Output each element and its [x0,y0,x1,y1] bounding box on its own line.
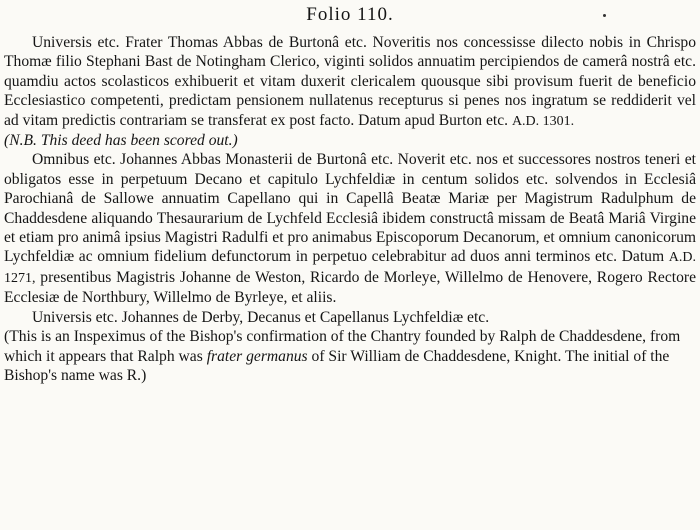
deed-3-note-italic: frater germanus [206,347,308,365]
document-page [4,4,696,385]
deed-3-text: Universis etc. Johannes de Derby, Decanus et Capellanus Lychfeldiæ etc. [32,308,490,326]
deed-3-note-b: of Sir William de Chaddesdene, Knight. The initial of the Bishop's name was R.) [4,347,670,384]
deed-entry-2 [4,150,696,307]
deed-1-note: (N.B. This deed has been scored out.) [4,132,238,150]
deed-2-text-b: presentibus Magistris Johanne de Weston, Ricardo de Morleye, Willelmo de Henovere, Rogero Rectore Ecclesiæ de Northbury, Willelmo de Byrleye, et aliis. [4,268,696,307]
deed-entry-3 [4,308,696,327]
folio-heading: Folio 110. [306,4,394,25]
deed-entry-1 [4,33,696,131]
ink-speck [603,14,606,17]
deed-1-date: A.D. 1301. [511,113,575,129]
deed-2-text-a: Omnibus etc. Johannes Abbas Monasterii de Burtonâ etc. Noverit etc. nos et successores nostros teneri et obligatos esse in perpetuum Decano et capitulo Lychfeldiæ in centum solidos etc. solvendos in Ecclesiâ Parochianâ de Sallowe annuatim Capellano qui in Capellâ Beatæ Mariæ per Magistrum Radulphum de Chaddesdene aliquando Thesaurarium de Lychfeld Ecclesiâ ibidem constructâ missam de Beatâ Mariâ Virgine et etiam pro animâ ipsius Magistri Radulfi et pro animabus Episcoporum Decanorum, et omnium canonicorum Lychfeldiæ ac omnium fidelium defunctorum in perpetuo celebrabitur ad duos anni terminos etc. Datum [4,151,696,266]
deed-3-note-a: (This is an Inspeximus of the Bishop's confirmation of the Chantry founded by Ralph de Chaddesdene, from which it appears that Ralph was [4,328,681,365]
deed-3-note [4,327,696,385]
deed-1-text: Universis etc. Frater Thomas Abbas de Burtonâ etc. Noveritis nos concessisse dilecto nobis in Chrispo Thomæ filio Stephani Bast de Notingham Clerico, viginti solidos annuatim percipiendos de camerâ nostrâ etc. quamdiu actos scolasticos exhibuerit et vitam duxerit clericalem quousque sibi provisum fuerit de beneficio Ecclesiastico competenti, predictam pensionem nullatenus recepturus si penes nos ingratum se reddiderit vel ad vitam predictis contrariam se transferat ex post facto. Datum apud Burton etc. [4,34,696,129]
deed-2-date: A.D. 1271, [4,250,696,286]
